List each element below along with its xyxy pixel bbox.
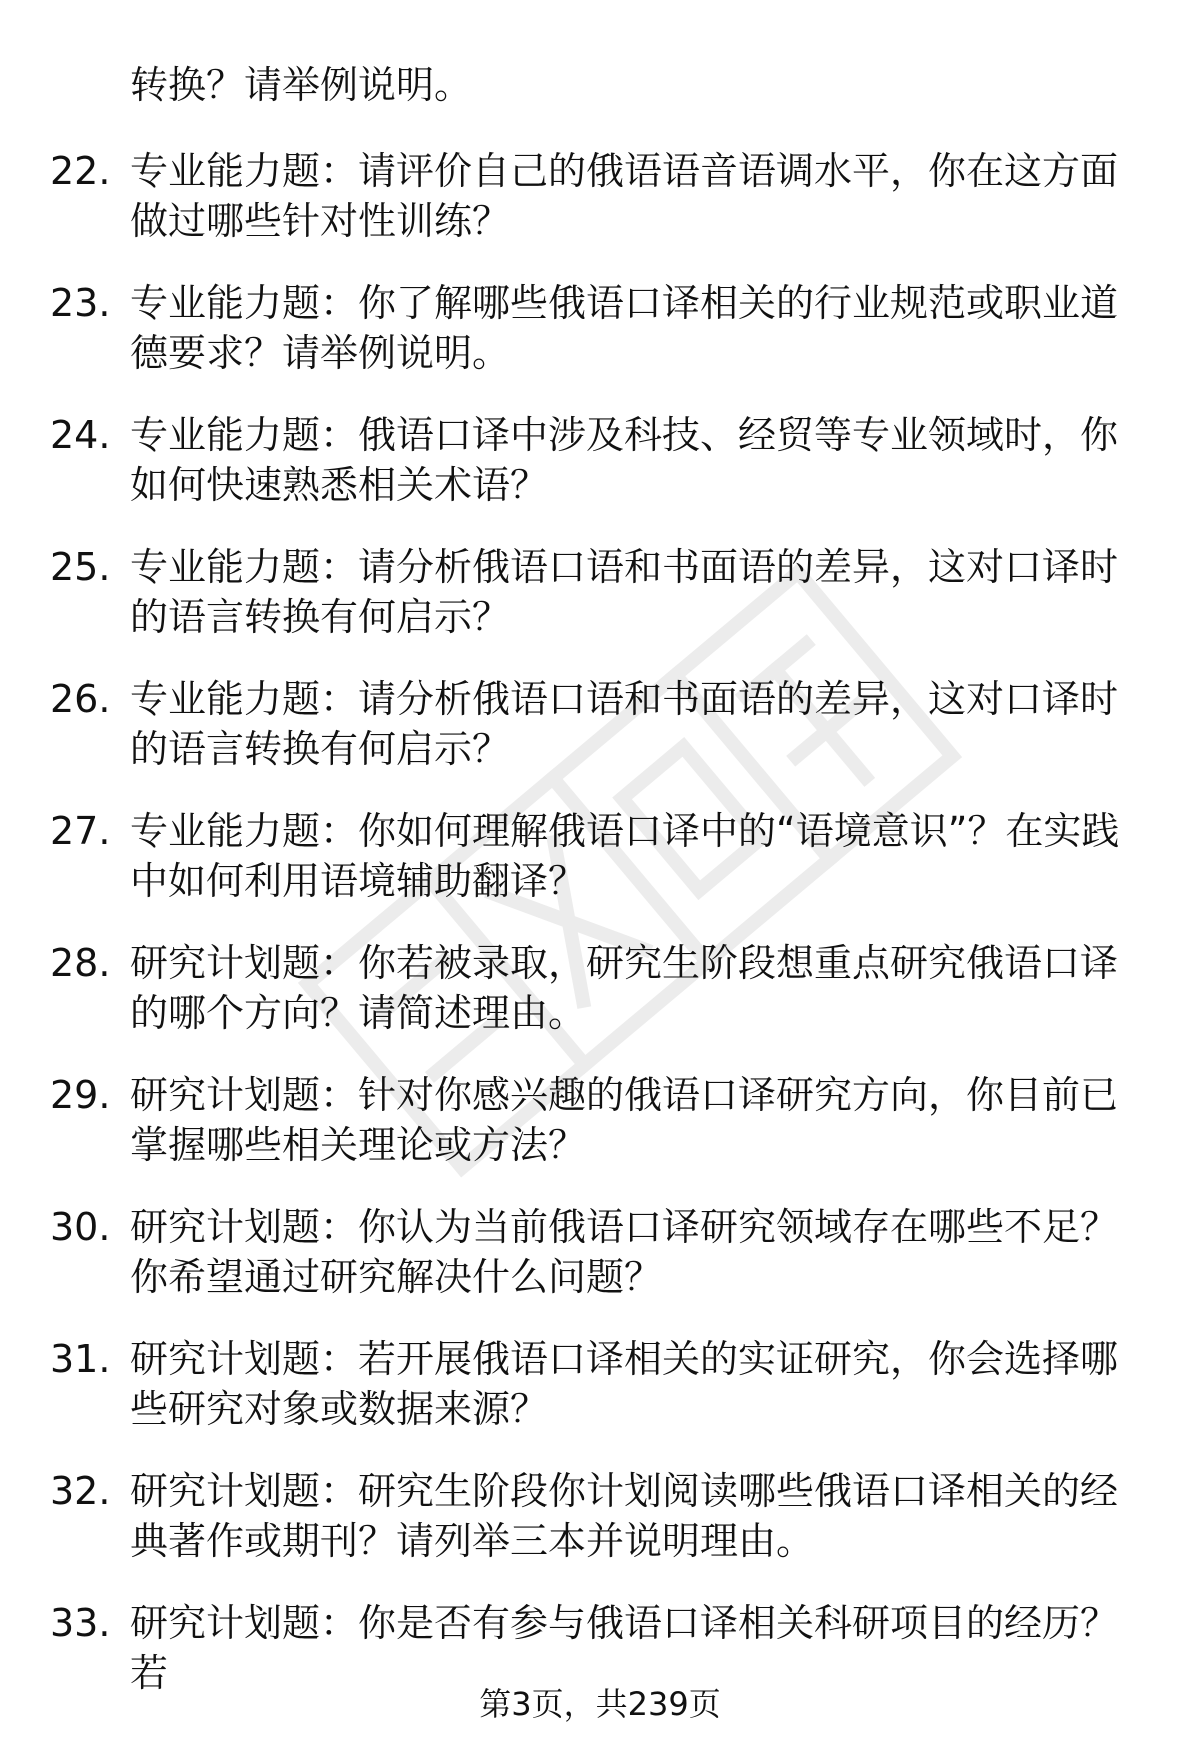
question-text: 专业能力题：请分析俄语口语和书面语的差异，这对口译时的语言转换有何启示？ — [130, 677, 1119, 771]
question-number: 25. — [50, 545, 111, 589]
list-item — [50, 1334, 1140, 1466]
question-text: 专业能力题：你如何理解俄语口译中的“语境意识”？在实践中如何利用语境辅助翻译？ — [130, 809, 1120, 903]
question-number: 26. — [50, 677, 111, 721]
question-text: 研究计划题：若开展俄语口译相关的实证研究，你会选择哪些研究对象或数据来源？ — [130, 1337, 1119, 1431]
list-item — [50, 278, 1140, 410]
question-number: 32. — [50, 1469, 111, 1513]
question-number: 27. — [50, 809, 111, 853]
question-text: 专业能力题：你了解哪些俄语口译相关的行业规范或职业道德要求？请举例说明。 — [130, 281, 1119, 375]
question-text: 研究计划题：针对你感兴趣的俄语口译研究方向，你目前已掌握哪些相关理论或方法？ — [130, 1073, 1119, 1167]
question-text: 研究计划题：你是否有参与俄语口译相关科研项目的经历？若 — [130, 1601, 1119, 1695]
question-number: 30. — [50, 1205, 111, 1249]
question-list — [50, 146, 1140, 1730]
list-item — [50, 1466, 1140, 1598]
question-text: 研究计划题：你若被录取，研究生阶段想重点研究俄语口译的哪个方向？请简述理由。 — [130, 941, 1119, 1035]
question-text: 研究计划题：你认为当前俄语口译研究领域存在哪些不足？你希望通过研究解决什么问题？ — [130, 1205, 1119, 1299]
question-text: 专业能力题：请分析俄语口语和书面语的差异，这对口译时的语言转换有何启示？ — [130, 545, 1119, 639]
question-text: 专业能力题：请评价自己的俄语语音语调水平，你在这方面做过哪些针对性训练？ — [130, 149, 1119, 243]
question-text: 专业能力题：俄语口译中涉及科技、经贸等专业领域时，你如何快速熟悉相关术语？ — [130, 413, 1119, 507]
list-item — [50, 806, 1140, 938]
question-number: 28. — [50, 941, 111, 985]
list-item — [50, 1070, 1140, 1202]
question-number: 22. — [50, 149, 111, 193]
list-item — [50, 938, 1140, 1070]
list-item — [50, 146, 1140, 278]
list-item — [50, 542, 1140, 674]
question-number: 29. — [50, 1073, 111, 1117]
list-item — [50, 410, 1140, 542]
list-item — [50, 674, 1140, 806]
question-text: 研究计划题：研究生阶段你计划阅读哪些俄语口译相关的经典著作或期刊？请列举三本并说明理由。 — [130, 1469, 1119, 1563]
question-number: 33. — [50, 1601, 111, 1645]
continuation-text: 转换？请举例说明。 — [130, 63, 473, 107]
question-number: 23. — [50, 281, 111, 325]
question-number: 31. — [50, 1337, 111, 1381]
page-footer: 第3页，共239页 — [479, 1685, 721, 1723]
list-item — [50, 1202, 1140, 1334]
question-number: 24. — [50, 413, 111, 457]
